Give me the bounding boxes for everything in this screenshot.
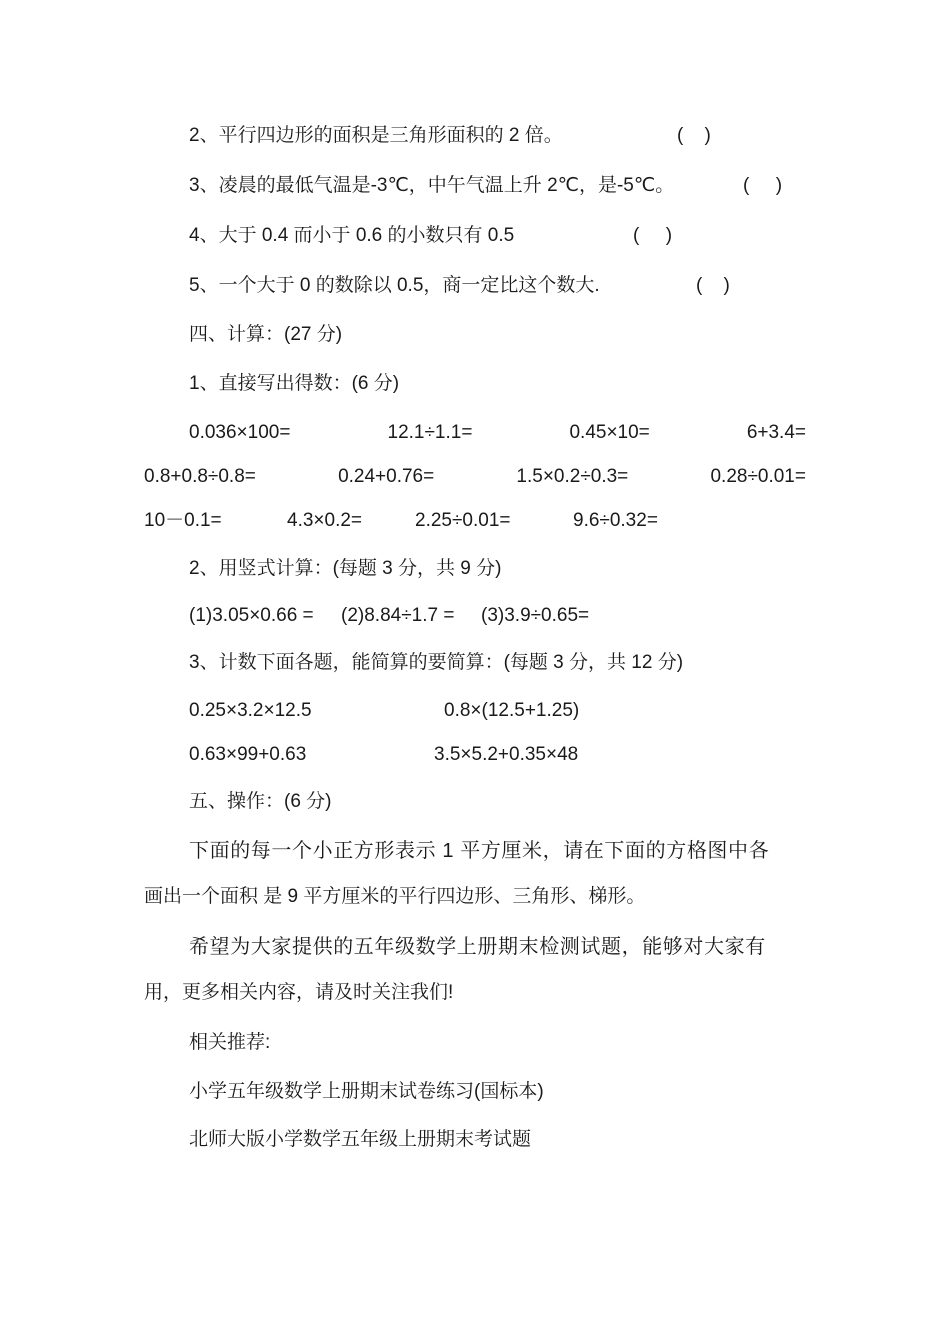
- question-2-title: 2、用竖式计算：(每题 3 分，共 9 分): [189, 558, 502, 579]
- answer-bracket-5: ( ): [696, 275, 730, 296]
- related-title: 相关推荐:: [189, 1032, 271, 1053]
- judgement-question-4: 4、大于 0.4 而小于 0.6 的小数只有 0.5: [189, 225, 515, 246]
- simplify-item: 0.25×3.2×12.5: [189, 700, 312, 721]
- calc-row-2: [144, 464, 806, 490]
- vertical-calc-item: (3)3.9÷0.65=: [481, 605, 590, 626]
- operation-text-line-1: 下面的每一个小正方形表示 1 平方厘米，请在下面的方格图中各: [189, 840, 770, 862]
- related-link[interactable]: 北师大版小学数学五年级上册期末考试题: [189, 1129, 532, 1150]
- calc-item: 1.5×0.2÷0.3=: [516, 466, 629, 487]
- answer-bracket-2: ( ): [677, 125, 711, 146]
- section-5-title: 五、操作：(6 分): [189, 791, 332, 812]
- simplify-item: 3.5×5.2+0.35×48: [434, 744, 579, 765]
- judgement-question-2: 2、平行四边形的面积是三角形面积的 2 倍。: [189, 125, 563, 146]
- operation-text-line-2: 画出一个面积 是 9 平方厘米的平行四边形、三角形、梯形。: [144, 886, 646, 907]
- vertical-calc-item: (2)8.84÷1.7 =: [341, 605, 455, 626]
- calc-item: 0.036×100=: [189, 422, 291, 443]
- calc-item: 0.45×10=: [569, 422, 650, 443]
- section-4-title: 四、计算：(27 分): [189, 324, 343, 345]
- simplify-item: 0.8×(12.5+1.25): [444, 700, 580, 721]
- calc-item: 0.8+0.8÷0.8=: [144, 466, 256, 487]
- calc-item: 10－0.1=: [144, 510, 222, 531]
- calc-item: 0.28÷0.01=: [710, 466, 806, 487]
- answer-bracket-4: ( ): [633, 225, 673, 246]
- judgement-question-5: 5、一个大于 0 的数除以 0.5，商一定比这个数大.: [189, 275, 600, 296]
- related-link[interactable]: 小学五年级数学上册期末试卷练习(国标本): [189, 1081, 544, 1102]
- closing-text-line-1: 希望为大家提供的五年级数学上册期末检测试题，能够对大家有: [189, 936, 766, 958]
- calc-item: 4.3×0.2=: [287, 510, 363, 531]
- calc-item: 12.1÷1.1=: [387, 422, 473, 443]
- simplify-item: 0.63×99+0.63: [189, 744, 307, 765]
- calc-row-1: [189, 420, 806, 446]
- calc-item: 0.24+0.76=: [338, 466, 435, 487]
- answer-bracket-3: ( ): [743, 175, 783, 196]
- calc-item: 6+3.4=: [746, 422, 806, 443]
- question-1-title: 1、直接写出得数：(6 分): [189, 373, 400, 394]
- closing-text-line-2: 用，更多相关内容，请及时关注我们!: [144, 982, 454, 1003]
- judgement-question-3: 3、凌晨的最低气温是-3℃，中午气温上升 2℃，是-5℃。: [189, 175, 675, 196]
- question-3-title: 3、计数下面各题，能简算的要简算：(每题 3 分，共 12 分): [189, 652, 684, 673]
- calc-item: 9.6÷0.32=: [573, 510, 658, 531]
- calc-item: 2.25÷0.01=: [415, 510, 511, 531]
- vertical-calc-item: (1)3.05×0.66 =: [189, 605, 314, 626]
